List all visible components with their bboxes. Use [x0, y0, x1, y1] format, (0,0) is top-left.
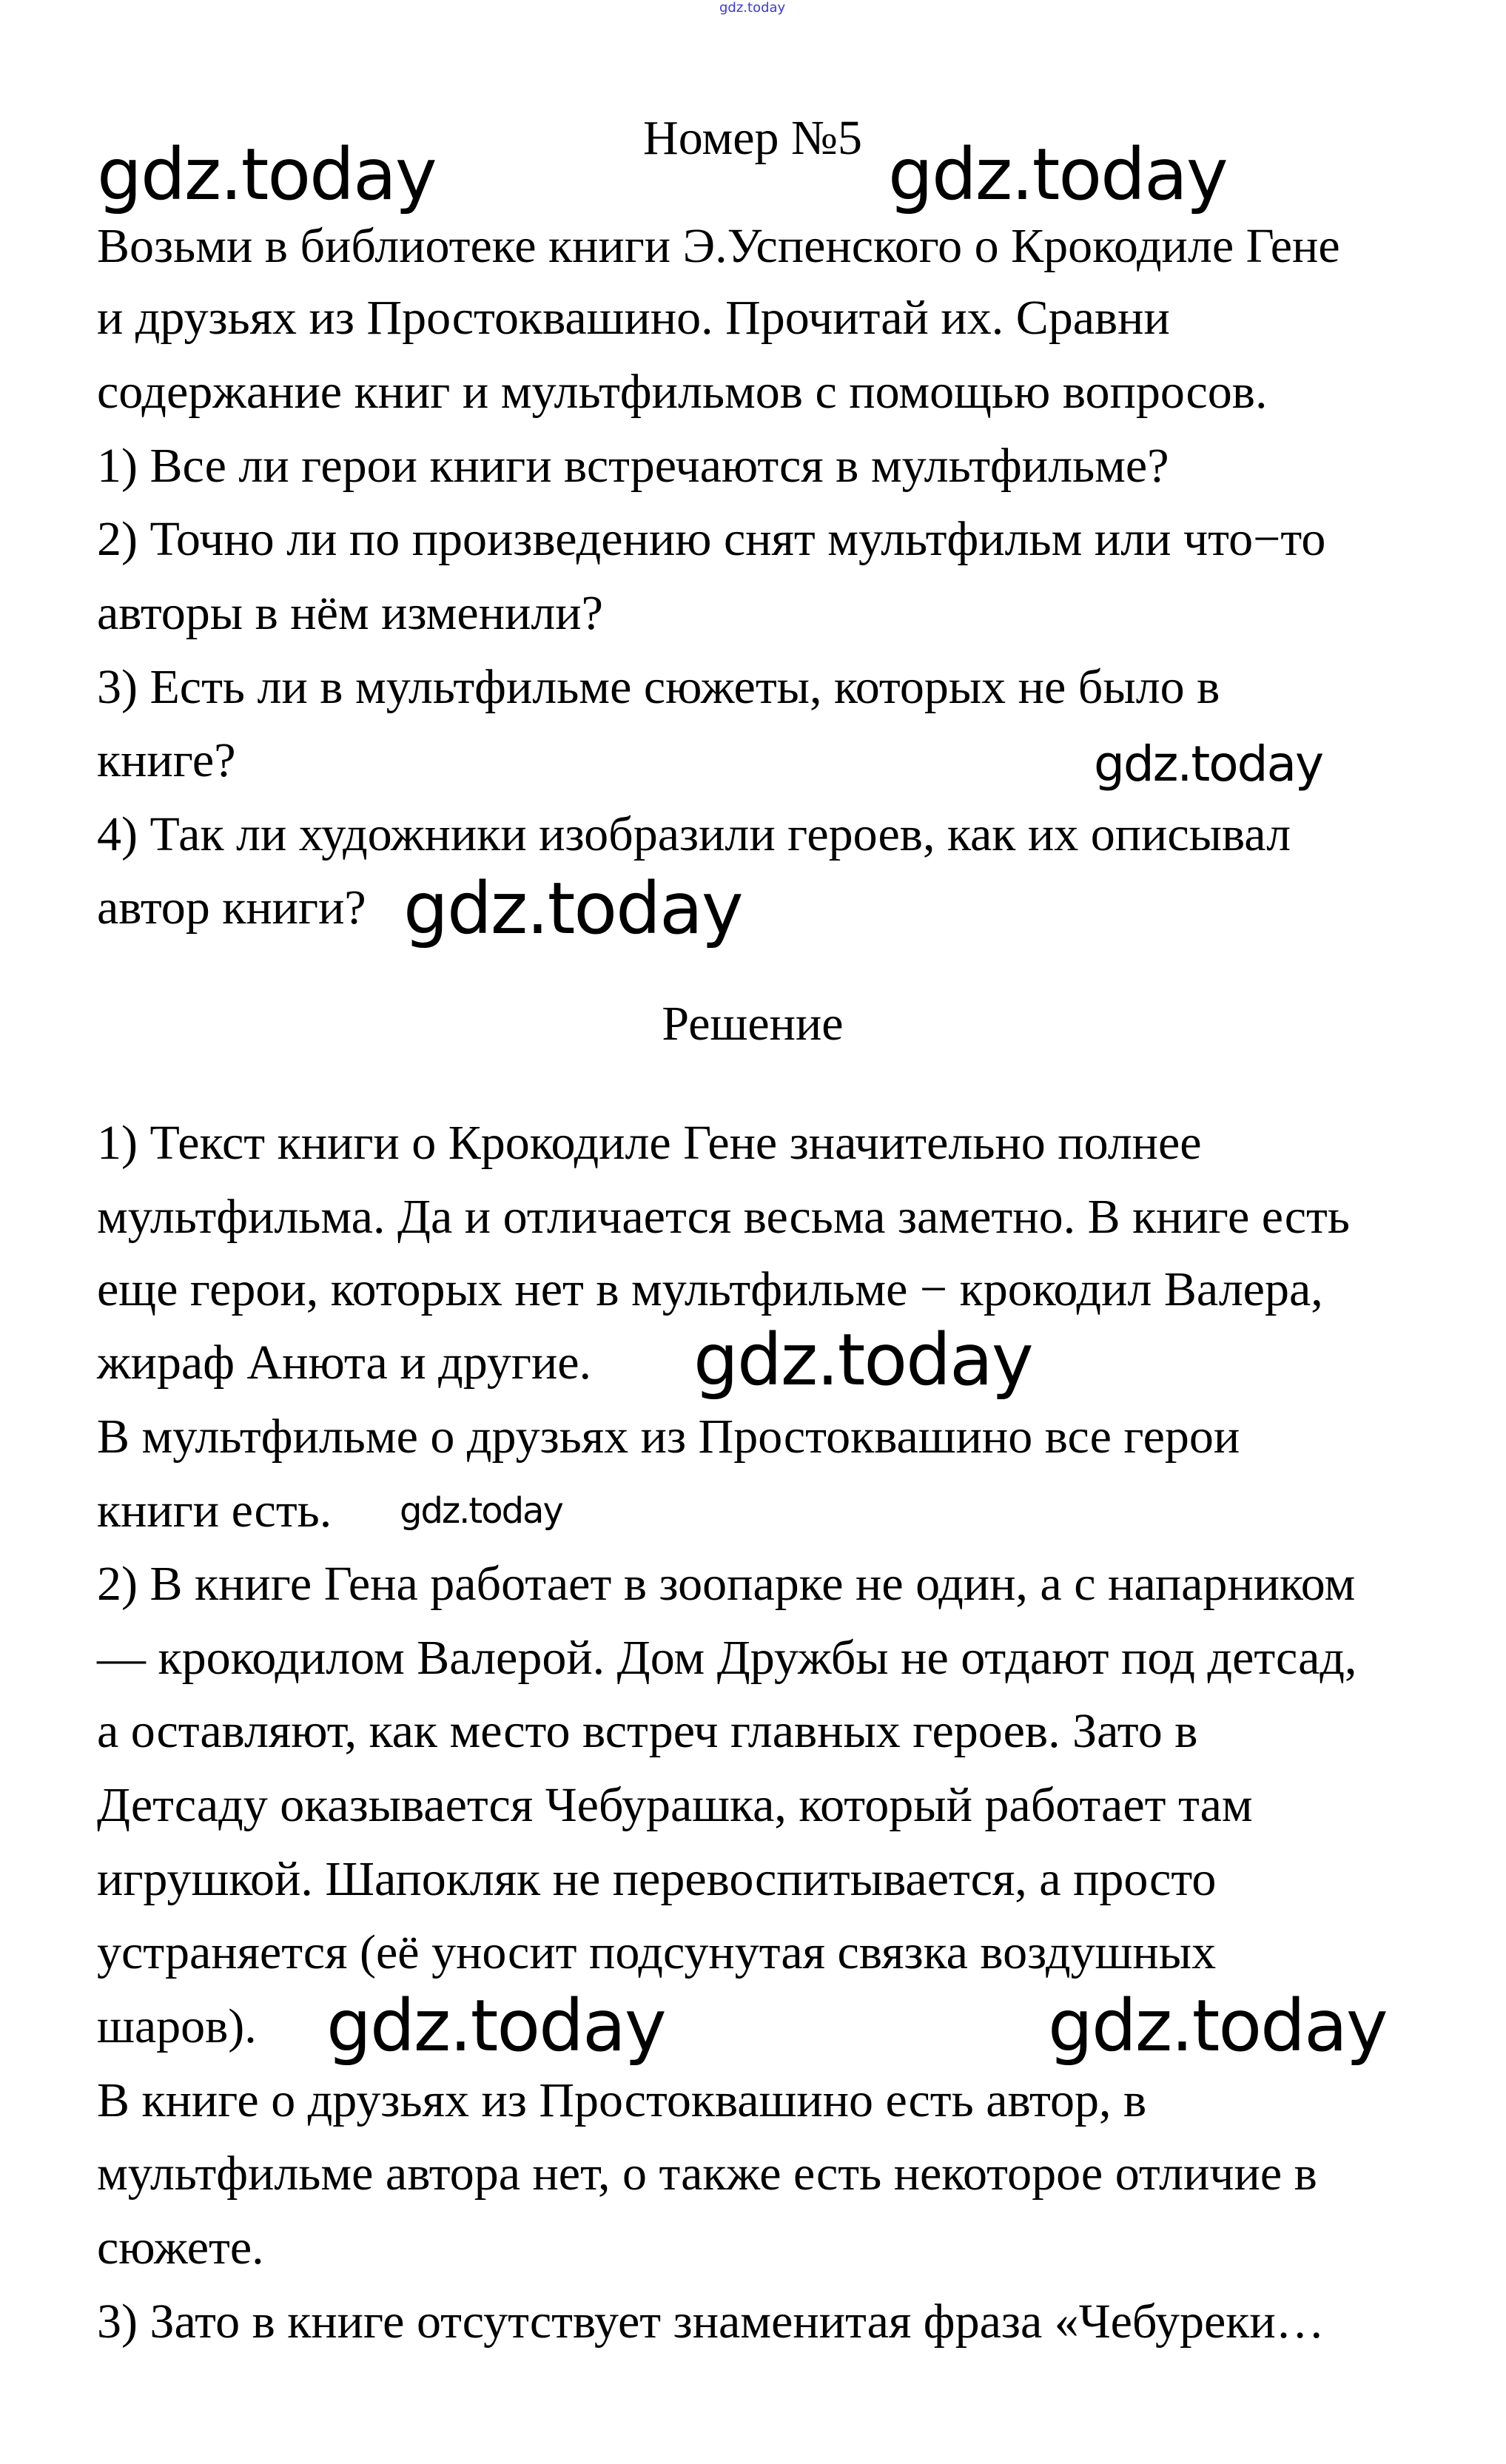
- solution-line: книги есть.: [97, 1484, 332, 1538]
- watermark-top: gdz.today: [719, 0, 786, 16]
- watermark: gdz.today: [403, 867, 742, 950]
- solution-line: а оставляют, как место встреч главных героев. Зато в: [97, 1704, 1198, 1758]
- solution-line: Детсаду оказывается Чебурашка, который работает там: [97, 1778, 1253, 1832]
- task-line: содержание книг и мультфильмов с помощью вопросов.: [97, 365, 1268, 419]
- solution-line: 1) Текст книги о Крокодиле Гене значительно полнее: [97, 1116, 1202, 1170]
- solution-line: устраняется (её уносит подсунутая связка воздушных: [97, 1925, 1217, 1979]
- solution-line: — крокодилом Валерой. Дом Дружбы не отдают под детсад,: [97, 1631, 1357, 1685]
- solution-line: В мультфильме о друзьях из Простоквашино все герои: [97, 1410, 1240, 1464]
- solution-line: шаров).: [97, 1999, 257, 2053]
- solution-heading: Решение: [662, 997, 844, 1051]
- solution-line: мультфильма. Да и отличается весьма заметно. В книге есть: [97, 1190, 1350, 1244]
- watermark: gdz.today: [97, 133, 436, 216]
- task-line: авторы в нём изменили?: [97, 586, 603, 640]
- task-line: и друзьях из Простоквашино. Прочитай их. Сравни: [97, 291, 1170, 345]
- solution-line: сюжете.: [97, 2221, 264, 2275]
- solution-line: еще герои, которых нет в мультфильме − крокодил Валера,: [97, 1262, 1323, 1316]
- solution-line: мультфильме автора нет, о также есть некоторое отличие в: [97, 2147, 1317, 2201]
- task-line: Возьми в библиотеке книги Э.Успенского о Крокодиле Гене: [97, 219, 1340, 273]
- solution-line: В книге о друзьях из Простоквашино есть автор, в: [97, 2073, 1147, 2127]
- solution-line: игрушкой. Шапокляк не перевоспитывается, а просто: [97, 1852, 1217, 1906]
- watermark: gdz.today: [400, 1490, 562, 1532]
- watermark: gdz.today: [693, 1319, 1032, 1401]
- task-line: 3) Есть ли в мультфильме сюжеты, которых не было в: [97, 660, 1220, 714]
- task-line: 1) Все ли герои книги встречаются в мультфильме?: [97, 439, 1169, 493]
- watermark: gdz.today: [1048, 1985, 1387, 2067]
- task-line: автор книги?: [97, 881, 366, 935]
- watermark: gdz.today: [1094, 736, 1323, 792]
- task-line: книге?: [97, 733, 236, 787]
- page-title: Номер №5: [643, 111, 862, 165]
- watermark: gdz.today: [888, 133, 1227, 216]
- watermark: gdz.today: [326, 1985, 665, 2067]
- solution-line: 3) Зато в книге отсутствует знаменитая фраза «Чебуреки…: [97, 2295, 1325, 2349]
- solution-line: жираф Анюта и другие.: [97, 1336, 592, 1390]
- solution-line: 2) В книге Гена работает в зоопарке не один, а с напарником: [97, 1557, 1356, 1611]
- task-line: 4) Так ли художники изобразили героев, как их описывал: [97, 807, 1291, 861]
- task-line: 2) Точно ли по произведению снят мультфильм или что−то: [97, 512, 1326, 566]
